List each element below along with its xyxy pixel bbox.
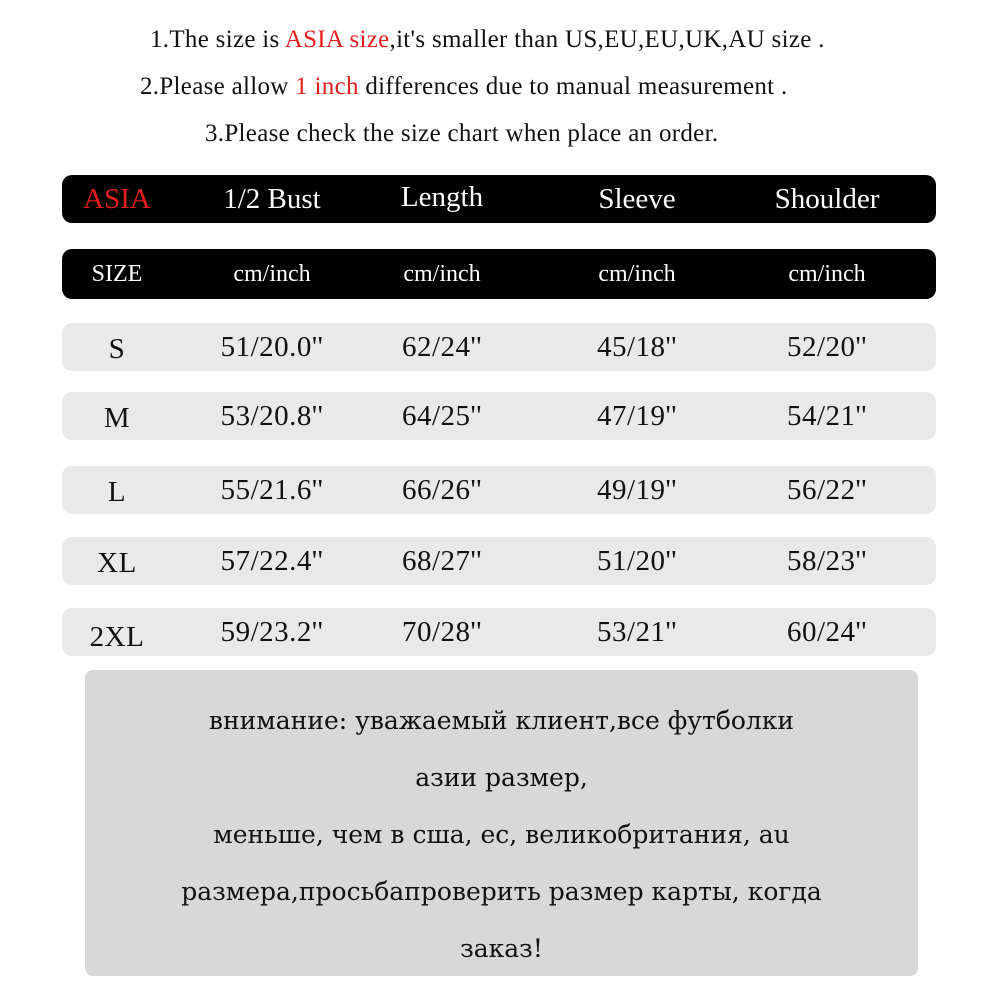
size-cell: 2XL xyxy=(89,620,145,653)
length-cell: 70/28'' xyxy=(401,615,482,648)
size-cell: S xyxy=(108,332,126,365)
size-cell: M xyxy=(103,401,131,434)
table-row xyxy=(62,323,936,371)
table-row xyxy=(62,537,936,585)
column-header-shoulder: Shoulder xyxy=(774,182,880,215)
bust-cell: 55/21.6'' xyxy=(220,473,324,506)
customer-notice-box xyxy=(85,670,918,976)
length-cell: 64/25'' xyxy=(401,399,482,432)
notice-line: внимание: уважаемый клиент,все футболки xyxy=(208,706,795,735)
shoulder-cell: 58/23'' xyxy=(786,544,867,577)
note-text: 3.Please check the size chart when place an order. xyxy=(205,120,719,147)
bust-cell: 57/22.4'' xyxy=(220,544,324,577)
unit-size: SIZE xyxy=(91,260,143,287)
note-text: differences due to manual measurement . xyxy=(358,73,788,100)
table-row xyxy=(62,466,936,514)
notice-line: заказ! xyxy=(460,934,543,963)
bust-cell: 51/20.0'' xyxy=(220,330,324,363)
note-text: ,it's smaller than US,EU,EU,UK,AU size . xyxy=(389,26,825,53)
notice-line: меньше, чем в сша, ес, великобритания, au xyxy=(213,820,790,849)
bust-cell: 53/20.8'' xyxy=(220,399,324,432)
length-cell: 62/24'' xyxy=(401,330,482,363)
sleeve-cell: 53/21'' xyxy=(596,615,677,648)
bust-cell: 59/23.2'' xyxy=(220,615,324,648)
table-row xyxy=(62,392,936,440)
column-header-sleeve: Sleeve xyxy=(598,182,676,215)
note-highlight: ASIA size xyxy=(284,26,390,53)
table-header-row xyxy=(62,175,936,223)
notice-line: размера,просьбапроверить размер карты, когда xyxy=(181,877,822,906)
size-cell: L xyxy=(107,475,127,508)
table-units-row xyxy=(62,249,936,299)
note-highlight: 1 inch xyxy=(295,73,359,100)
shoulder-cell: 52/20'' xyxy=(786,330,867,363)
note-text: 2.Please allow xyxy=(140,73,296,100)
length-cell: 66/26'' xyxy=(401,473,482,506)
note-text: 1.The size is xyxy=(150,26,285,53)
notice-line: азии размер, xyxy=(415,763,588,792)
shoulder-cell: 54/21'' xyxy=(786,399,867,432)
unit-shoulder: cm/inch xyxy=(788,260,866,287)
column-header-bust: 1/2 Bust xyxy=(223,182,321,215)
sleeve-cell: 45/18'' xyxy=(596,330,677,363)
column-header-length: Length xyxy=(400,180,484,213)
unit-length: cm/inch xyxy=(403,260,481,287)
shoulder-cell: 60/24'' xyxy=(786,615,867,648)
shoulder-cell: 56/22'' xyxy=(786,473,867,506)
note-asia-size xyxy=(150,26,1000,54)
note-measurement xyxy=(140,73,1000,101)
column-header-asia: ASIA xyxy=(83,182,151,215)
unit-bust: cm/inch xyxy=(233,260,311,287)
size-cell: XL xyxy=(97,546,137,579)
length-cell: 68/27'' xyxy=(401,544,482,577)
note-check-chart xyxy=(205,120,1000,148)
sleeve-cell: 49/19'' xyxy=(596,473,677,506)
unit-sleeve: cm/inch xyxy=(598,260,676,287)
sleeve-cell: 47/19'' xyxy=(596,399,677,432)
sleeve-cell: 51/20'' xyxy=(596,544,677,577)
table-row xyxy=(62,608,936,656)
